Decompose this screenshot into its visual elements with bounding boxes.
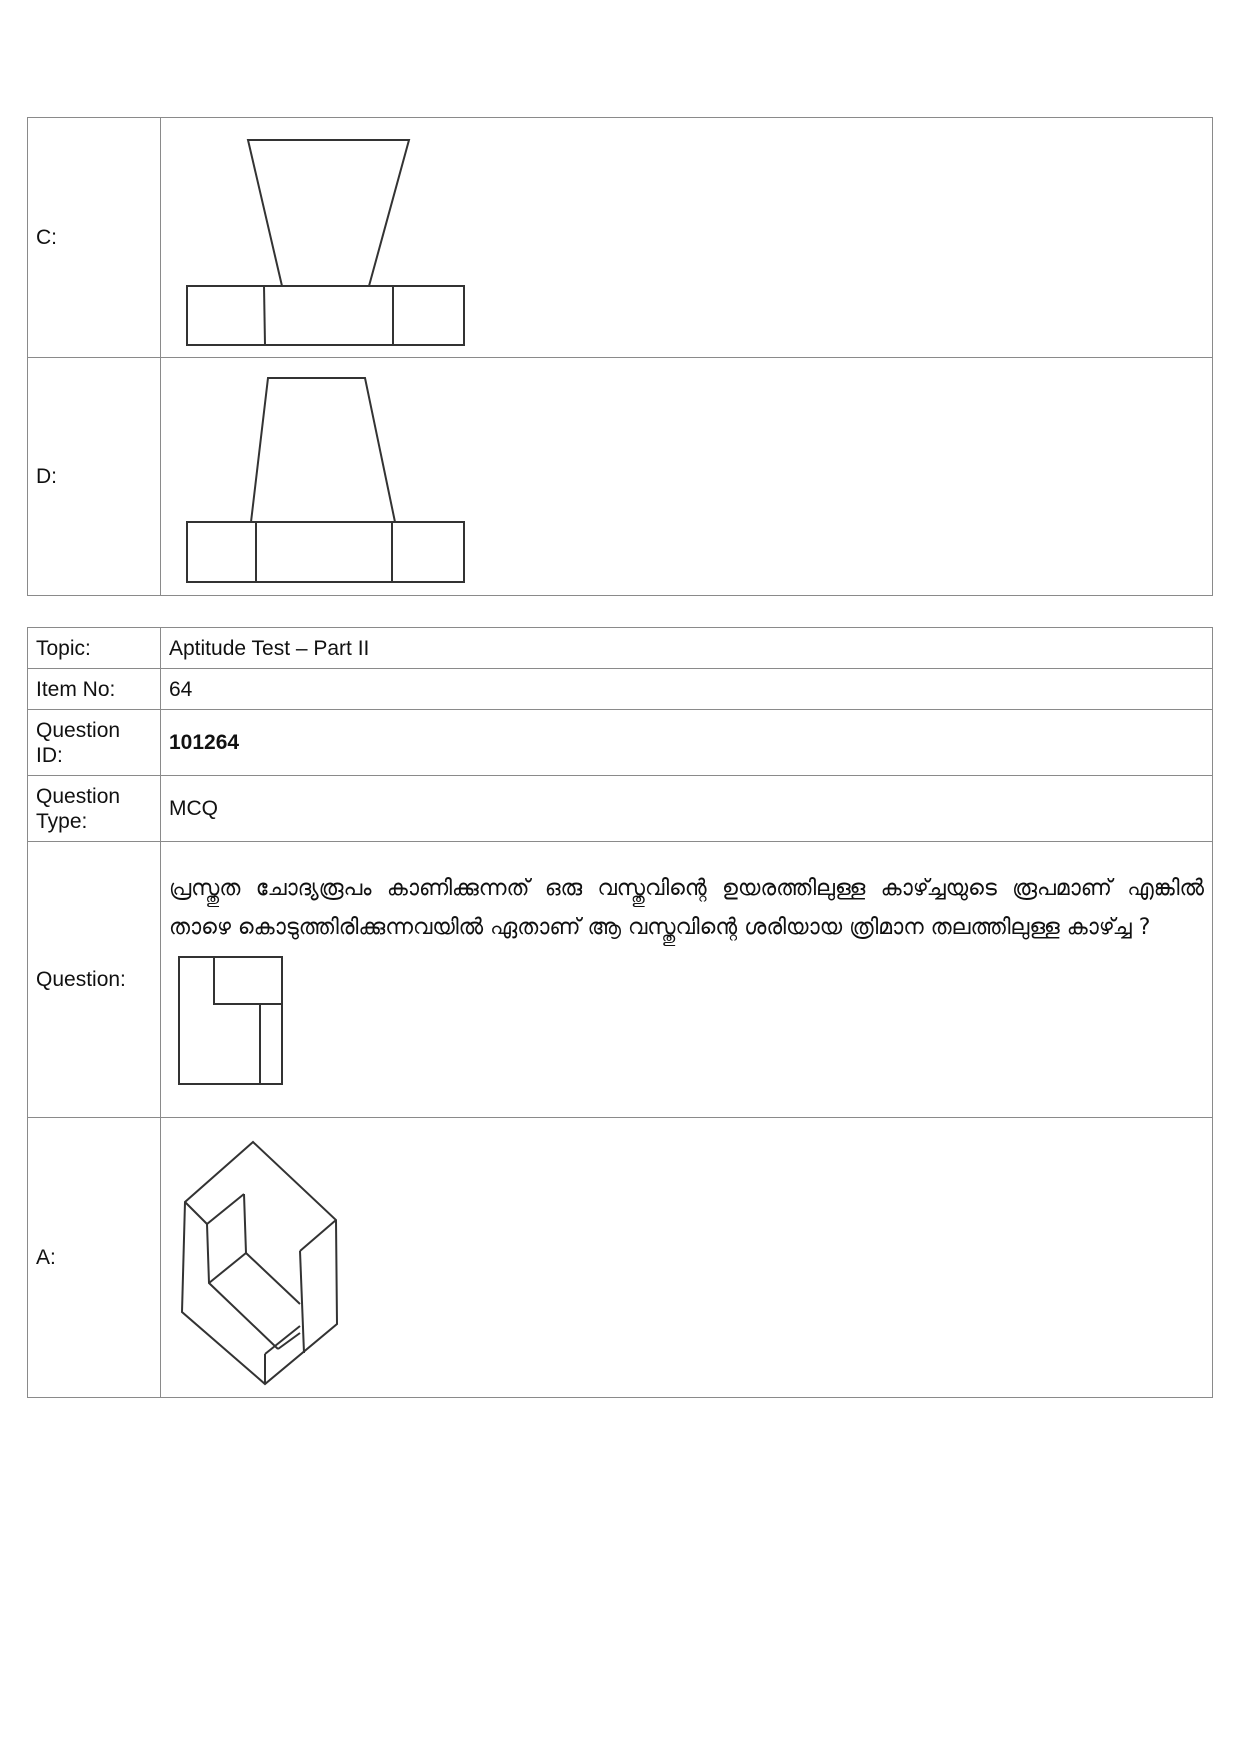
option-c-base-divider-left [264,286,265,345]
option-a-figure[interactable] [169,1128,349,1388]
option-c-trapezoid [248,140,409,286]
question-label: Question: [28,842,161,1118]
option-a-label: A: [28,1118,161,1398]
option-a-inner-diag [209,1253,246,1283]
option-a-bottom-link [265,1326,300,1354]
option-row-a [28,1118,1213,1398]
question-id-value: 101264 [161,710,1213,776]
question-figure-inner-step [214,957,282,1004]
option-row-d [28,358,1213,596]
topic-label: Topic: [28,628,161,669]
question-id-row [28,710,1213,776]
option-d-figure-cell [161,358,1213,596]
option-a-inner-left [207,1224,278,1349]
option-d-label: D: [28,358,161,596]
question-type-label: Question Type: [28,776,161,842]
option-a-outer-outline [182,1142,337,1384]
question-cell [161,842,1213,1118]
option-row-c [28,118,1213,358]
question-figure [169,949,289,1089]
item-no-value: 64 [161,669,1213,710]
item-no-label: Item No: [28,669,161,710]
option-d-base [187,522,464,582]
question-id-label: Question ID: [28,710,161,776]
question-row [28,842,1213,1118]
question-table [27,627,1213,1398]
option-a-top-ridge [185,1194,244,1224]
option-c-label: C: [28,118,161,358]
option-a-inner-face [244,1194,300,1304]
options-table-continued [27,117,1213,596]
option-c-base [187,286,464,345]
topic-value: Aptitude Test – Part II [161,628,1213,669]
option-a-top-edge [300,1220,336,1251]
option-a-front-edge [300,1251,304,1353]
option-d-figure[interactable] [169,362,469,592]
question-type-row [28,776,1213,842]
question-type-value: MCQ [161,776,1213,842]
option-a-figure-cell [161,1118,1213,1398]
option-c-figure[interactable] [169,123,469,353]
question-figure-outline [179,957,282,1084]
topic-row [28,628,1213,669]
item-no-row [28,669,1213,710]
option-c-figure-cell [161,118,1213,358]
option-d-trapezoid [251,378,395,522]
question-text: പ്രസ്തുത ചോദ്യരൂപം കാണിക്കുന്നത് ഒരു വസ്തുവിന്റെ ഉയരത്തിലുള്ള കാഴ്ച്ചയുടെ രൂപമാണ് എങ്കിൽ താഴെ കൊടുത്തിരിക്കുന്നവയിൽ ഏതാണ് ആ വസ്തുവിന്റെ ശരിയായ ത്രിമാന തലത്തിലുള്ള കാഴ്ച്ച ? [169,875,1204,940]
